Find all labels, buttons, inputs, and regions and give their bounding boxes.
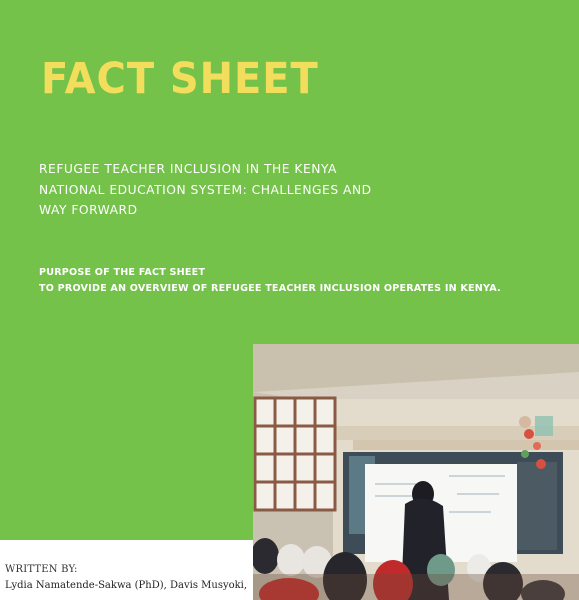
purpose-heading: PURPOSE OF THE FACT SHEET: [39, 267, 206, 278]
subtitle-line-1: REFUGEE TEACHER INCLUSION IN THE KENYA: [39, 162, 337, 176]
credits-label: WRITTEN BY:: [5, 564, 78, 575]
purpose-text: TO PROVIDE AN OVERVIEW OF REFUGEE TEACHER INCLUSION OPERATES IN KENYA.: [39, 283, 501, 294]
credits-panel: [0, 540, 253, 600]
classroom-photo: [253, 344, 579, 600]
subtitle-line-2: NATIONAL EDUCATION SYSTEM: CHALLENGES AND: [39, 182, 372, 197]
page-title: FACT SHEET: [41, 54, 319, 104]
subtitle-line-3: WAY FORWARD: [39, 203, 138, 217]
purpose-section: [39, 265, 579, 297]
credits-authors: Lydia Namatende-Sakwa (PhD), Davis Musyoki,: [5, 580, 248, 591]
subtitle: [39, 159, 419, 221]
